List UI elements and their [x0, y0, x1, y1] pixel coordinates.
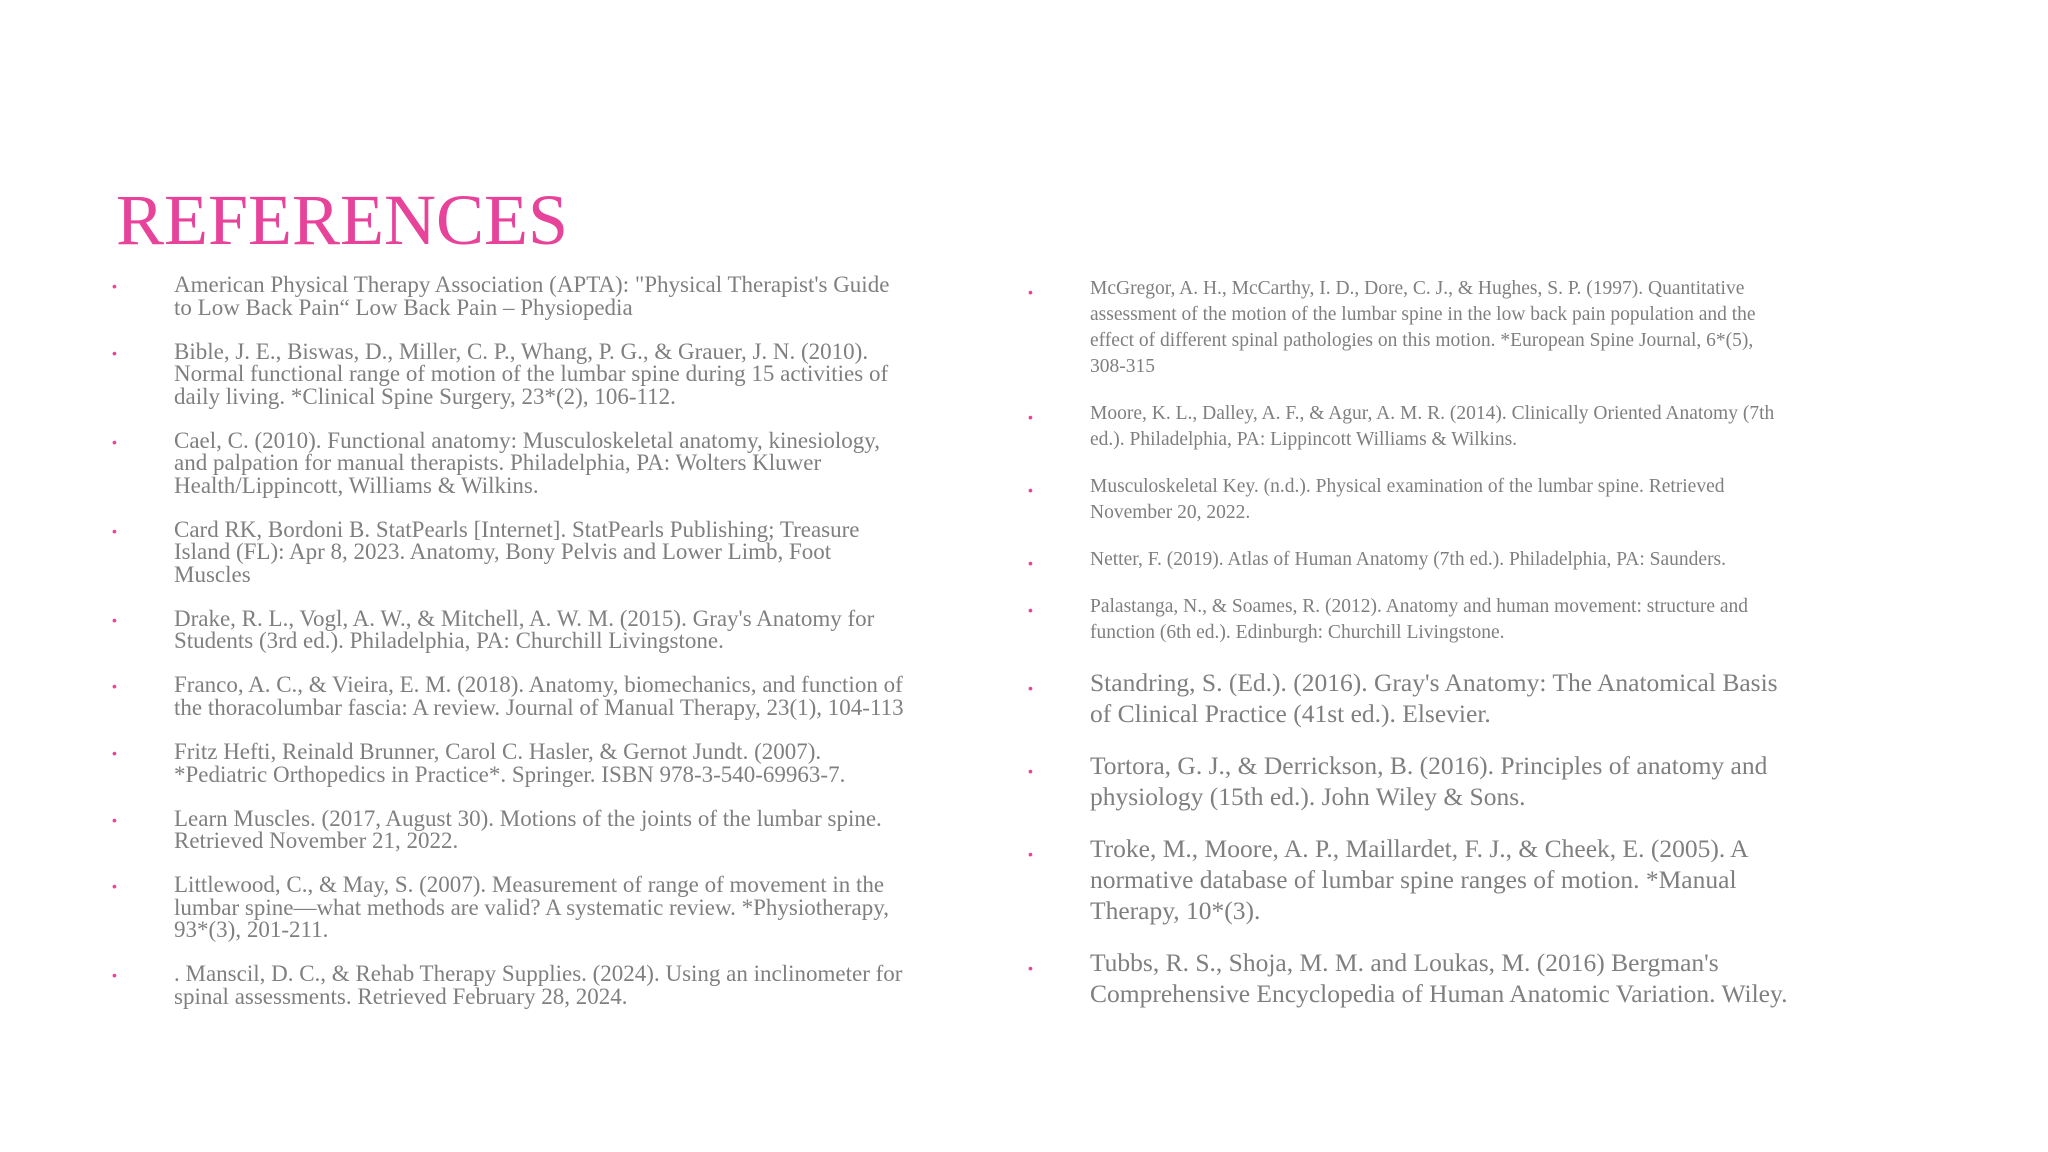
- reference-text: Netter, F. (2019). Atlas of Human Anatomy (7th ed.). Philadelphia, PA: Saunders.: [1090, 549, 1727, 570]
- reference-text: Troke, M., Moore, A. P., Maillardet, F. J., & Cheek, E. (2005). A normative database of lumbar spine ranges of motion. *Manual Therapy, 10*(3).: [1090, 834, 1748, 925]
- bullet-icon: •: [112, 278, 117, 294]
- reference-text: Bible, J. E., Biswas, D., Miller, C. P., Whang, P. G., & Grauer, J. N. (2010). Normal functional range of motion of the lumbar spine during 15 activities of daily living. *Clinical Spine Surgery, 23*(2), 106-112.: [174, 338, 889, 409]
- bullet-icon: •: [112, 967, 117, 984]
- bullet-icon: •: [1028, 284, 1033, 300]
- bullet-icon: •: [112, 811, 117, 828]
- reference-item: [112, 516, 912, 587]
- reference-text: Cael, C. (2010). Functional anatomy: Musculoskeletal anatomy, kinesiology, and palpation for manual therapists. Philadelphia, PA: Wolters Kluwer Health/Lippincott, Williams & Wilkins.: [174, 427, 881, 498]
- bullet-icon: •: [1028, 409, 1033, 425]
- bullet-icon: •: [1028, 763, 1033, 779]
- bullet-icon: •: [112, 344, 117, 361]
- reference-text: Franco, A. C., & Vieira, E. M. (2018). Anatomy, biomechanics, and function of the thoracolumbar fascia: A review. Journal of Manual Therapy, 23(1), 104-113: [174, 672, 904, 720]
- bullet-icon: •: [112, 433, 117, 450]
- bullet-icon: •: [112, 678, 117, 695]
- reference-item: [1028, 750, 1788, 812]
- bullet-icon: •: [1028, 555, 1033, 571]
- reference-text: Tubbs, R. S., Shoja, M. M. and Loukas, M. (2016) Bergman's Comprehensive Encyclopedia of Human Anatomic Variation. Wiley.: [1090, 948, 1788, 1008]
- reference-list-left: [112, 274, 912, 1030]
- reference-item: [112, 605, 912, 654]
- bullet-icon: •: [112, 611, 117, 628]
- page-title: REFERENCES: [116, 180, 569, 260]
- reference-item: [112, 338, 912, 409]
- bullet-icon: •: [1028, 680, 1033, 696]
- reference-item: [112, 274, 912, 319]
- reference-item: [1028, 833, 1788, 926]
- reference-item: [1028, 947, 1788, 1009]
- reference-text: Standring, S. (Ed.). (2016). Gray's Anatomy: The Anatomical Basis of Clinical Practice (41st ed.). Elsevier.: [1090, 668, 1778, 728]
- reference-item: [112, 874, 912, 942]
- reference-item: [1028, 474, 1788, 526]
- reference-item: [112, 427, 912, 498]
- reference-text: Drake, R. L., Vogl, A. W., & Mitchell, A. W. M. (2015). Gray's Anatomy for Students (3rd ed.). Philadelphia, PA: Churchill Livingstone.: [174, 605, 875, 654]
- reference-item: [1028, 276, 1788, 380]
- reference-item: [1028, 594, 1788, 646]
- reference-text: Littlewood, C., & May, S. (2007). Measurement of range of movement in the lumbar spine—what methods are valid? A systematic review. *Physiotherapy, 93*(3), 201-211.: [174, 872, 889, 943]
- bullet-icon: •: [1028, 846, 1033, 862]
- reference-item: [112, 741, 912, 786]
- reference-text: Tortora, G. J., & Derrickson, B. (2016). Principles of anatomy and physiology (15th ed.). John Wiley & Sons.: [1090, 751, 1768, 811]
- reference-text: Moore, K. L., Dalley, A. F., & Agur, A. M. R. (2014). Clinically Oriented Anatomy (7th ed.). Philadelphia, PA: Lippincott Williams & Wilkins.: [1090, 403, 1775, 450]
- reference-text: Card RK, Bordoni B. StatPearls [Internet]. StatPearls Publishing; Treasure Island (FL): Apr 8, 2023. Anatomy, Bony Pelvis and Lower Limb, Foot Muscles: [174, 516, 860, 587]
- bullet-icon: •: [112, 522, 117, 539]
- reference-text: Learn Muscles. (2017, August 30). Motions of the joints of the lumbar spine. Retrieved November 21, 2022.: [174, 805, 882, 854]
- reference-item: [112, 805, 912, 854]
- reference-text: . Manscil, D. C., & Rehab Therapy Supplies. (2024). Using an inclinometer for spinal assessments. Retrieved February 28, 2024.: [174, 961, 903, 1009]
- reference-text: McGregor, A. H., McCarthy, I. D., Dore, C. J., & Hughes, S. P. (1997). Quantitative assessment of the motion of the lumbar spine in the low back pain population and the effect of different spinal pathologies on this motion. *European Spine Journal, 6*(5), 308-315: [1090, 278, 1756, 377]
- bullet-icon: •: [1028, 602, 1033, 618]
- reference-item: [112, 963, 912, 1008]
- reference-text: Fritz Hefti, Reinald Brunner, Carol C. Hasler, & Gernot Jundt. (2007). *Pediatric Orthopedics in Practice*. Springer. ISBN 978-3-540-69963-7.: [174, 739, 846, 787]
- reference-text: American Physical Therapy Association (APTA): "Physical Therapist's Guide to Low Back Pain“ Low Back Pain – Physiopedia: [174, 272, 890, 320]
- reference-item: [1028, 401, 1788, 453]
- bullet-icon: •: [112, 745, 117, 762]
- reference-text: Palastanga, N., & Soames, R. (2012). Anatomy and human movement: structure and function (6th ed.). Edinburgh: Churchill Livingstone.: [1090, 596, 1749, 643]
- bullet-icon: •: [112, 878, 117, 895]
- reference-item: [1028, 547, 1788, 573]
- reference-list-right: [1028, 276, 1788, 1030]
- reference-item: [112, 674, 912, 719]
- reference-item: [1028, 667, 1788, 729]
- reference-text: Musculoskeletal Key. (n.d.). Physical examination of the lumbar spine. Retrieved November 20, 2022.: [1090, 476, 1725, 523]
- bullet-icon: •: [1028, 482, 1033, 498]
- bullet-icon: •: [1028, 960, 1033, 976]
